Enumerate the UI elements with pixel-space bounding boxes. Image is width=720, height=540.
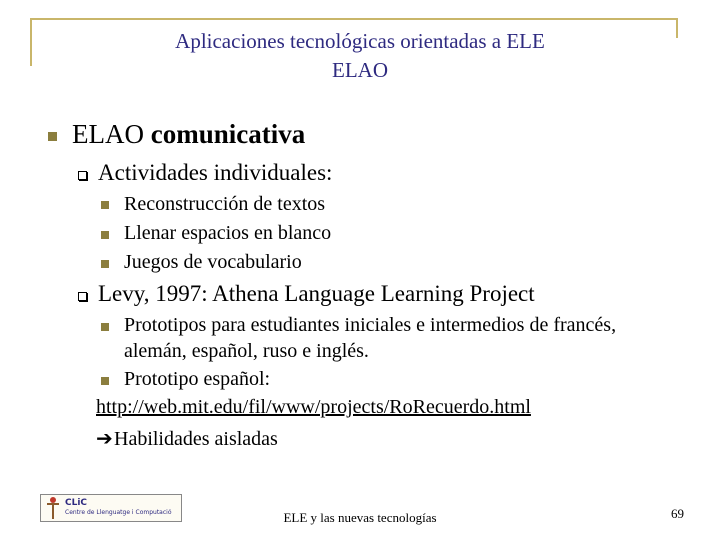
square-bullet-icon	[101, 260, 109, 268]
logo-title: CLiC	[65, 498, 88, 508]
square-bullet-icon	[101, 323, 109, 331]
hollow-bullet-icon	[78, 171, 87, 180]
slide-title-line1: Aplicaciones tecnológicas orientadas a ELE	[175, 29, 545, 53]
hollow-bullet-icon	[78, 292, 87, 301]
title-frame-top	[30, 18, 678, 20]
square-bullet-icon	[101, 231, 109, 239]
title-frame-left	[30, 18, 32, 66]
square-bullet-icon	[101, 201, 109, 209]
list-item: Reconstrucción de textos	[124, 193, 326, 215]
sub-bullet-levy: Levy, 1997: Athena Language Learning Project	[98, 281, 535, 306]
logo-subtitle: Centre de Llenguatge i Computació	[65, 509, 172, 516]
list-item: Prototipo español:	[124, 368, 271, 390]
clic-logo-mark-icon	[45, 497, 61, 519]
slide-title-line2: ELAO	[332, 58, 388, 82]
main-bullet-bold: comunicativa	[150, 119, 306, 149]
footer-text: ELE y las nuevas tecnologías	[283, 510, 437, 525]
list-item-continuation: alemán, español, ruso e inglés.	[124, 340, 369, 362]
list-item: Prototipos para estudiantes iniciales e intermedios de francés,	[124, 314, 617, 336]
list-item: Llenar espacios en blanco	[124, 222, 332, 244]
project-link[interactable]: http://web.mit.edu/fil/www/projects/RoRecuerdo.html	[96, 396, 531, 418]
page-number: 69	[671, 506, 684, 521]
list-item: Juegos de vocabulario	[124, 251, 302, 273]
right-arrow-icon: ➔	[96, 428, 113, 450]
clic-logo	[40, 494, 182, 522]
arrow-line: ➔Habilidades aisladas	[96, 428, 278, 450]
main-bullet: ELAO comunicativa	[72, 119, 306, 149]
square-bullet-icon	[101, 377, 109, 385]
square-bullet-icon	[48, 132, 57, 141]
sub-bullet-actividades: Actividades individuales:	[98, 160, 333, 185]
